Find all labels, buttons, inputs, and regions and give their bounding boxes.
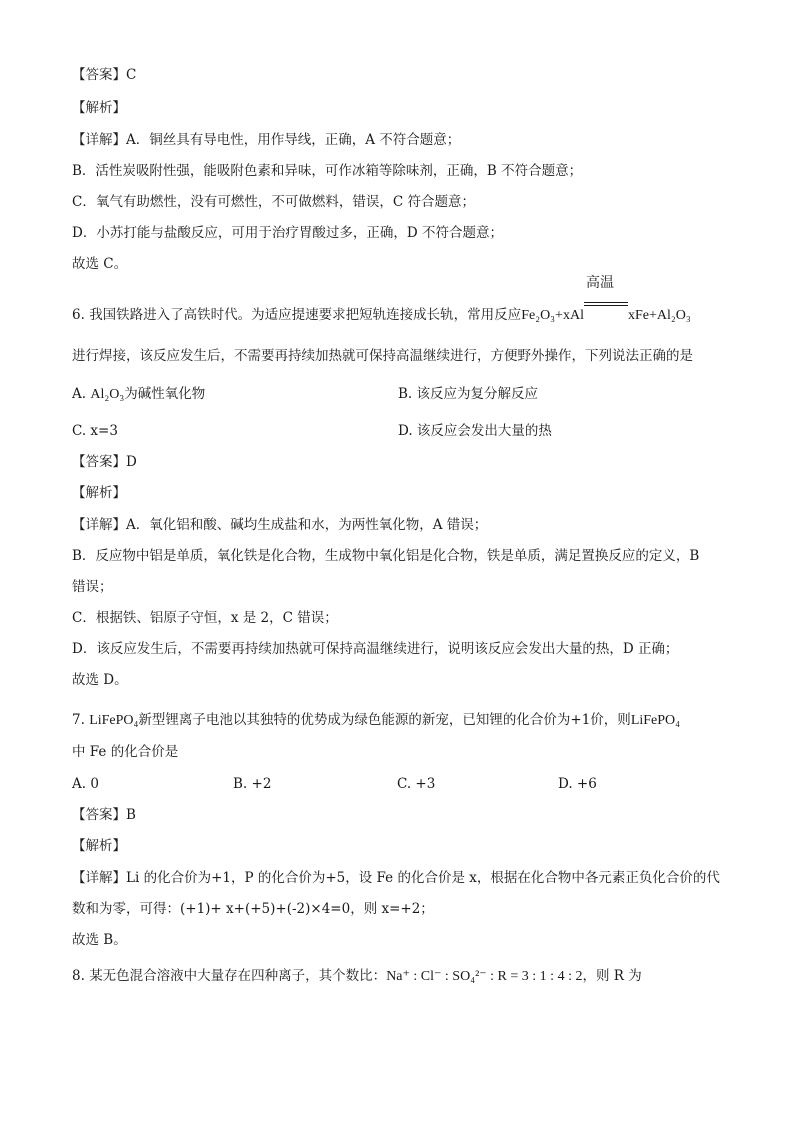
q5-detail-d: D．小苏打能与盐酸反应，可用于治疗胃酸过多，正确，D 不符合题意；: [72, 225, 503, 241]
q5-detail-c: C．氧气有助燃性，没有可燃性，不可做燃料，错误，C 符合题意；: [72, 194, 475, 210]
q6-option-a-formula: Al₂O₃: [90, 387, 125, 402]
q6-equation-lhs: Fe₂O₃+xAl: [521, 308, 584, 323]
q6-option-b: B. 该反应为复分解反应: [398, 386, 539, 402]
q7-detail-line2: 数和为零，可得：(+1)+ x+(+5)+(-2)×4=0，则 x=+2；: [72, 901, 434, 917]
q6-option-d: D. 该反应会发出大量的热: [398, 423, 552, 439]
q5-detail-a: 【详解】A．铜丝具有导电性，用作导线，正确，A 不符合题意；: [72, 132, 461, 148]
q6-number: 6.: [72, 307, 85, 323]
q8-stem-end: ，则 R 为: [582, 968, 642, 984]
q7-formula-2: LiFePO₄: [630, 713, 681, 728]
q6-analysis-label: 【解析】: [72, 485, 126, 501]
q8-number: 8.: [72, 968, 85, 984]
q6-stem-line2: 进行焊接，该反应发生后，不需要再持续加热就可保持高温继续进行，方便野外操作，下列说法正确的是: [72, 348, 693, 364]
q6-detail-b-line2: 错误；: [72, 579, 113, 595]
q5-analysis-label: 【解析】: [72, 100, 126, 116]
q6-stem-prefix: 我国铁路进入了高铁时代。为适应提速要求把短轨连接成长轨，常用反应: [89, 307, 522, 323]
q6-reaction-arrow: [584, 275, 628, 319]
q7-stem-line1: [72, 710, 680, 731]
q8-stem-text: 某无色混合溶液中大量存在四种离子，其个数比：: [89, 968, 387, 984]
q6-conclusion: 故选 D。: [72, 672, 128, 688]
q7-option-c: C. +3: [397, 776, 436, 792]
q7-number: 7.: [72, 712, 85, 728]
q6-detail-a: 【详解】A．氧化铝和酸、碱均生成盐和水，为两性氧化物，A 错误；: [72, 517, 488, 533]
q7-answer: 【答案】B: [72, 807, 136, 823]
q6-stem-line1: [72, 275, 691, 326]
q6-option-a: [72, 384, 205, 405]
q6-detail-b-line1: B．反应物中铝是单质，氧化铁是化合物，生成物中氧化铝是化合物，铁是单质，满足置换反应的定义，B: [72, 548, 700, 564]
q6-equation-rhs: xFe+Al₂O₃: [627, 308, 691, 323]
q7-option-d: D. +6: [558, 776, 597, 792]
q5-detail-b: B．活性炭吸附性强，能吸附色素和异味，可作冰箱等除味剂，正确，B 不符合题意；: [72, 163, 583, 179]
q7-stem-line2: 中 Fe 的化合价是: [72, 744, 179, 760]
q7-option-b: B. +2: [233, 776, 272, 792]
q6-detail-c: C．根据铁、铝原子守恒，x 是 2，C 错误；: [72, 610, 338, 626]
q8-ion-ratio: Na⁺ : Cl⁻ : SO₄²⁻ : R = 3 : 1 : 4 : 2: [386, 969, 583, 984]
q7-conclusion: 故选 B。: [72, 932, 127, 948]
q5-answer: 【答案】C: [72, 67, 137, 83]
q7-detail-line1: 【详解】Li 的化合价为+1，P 的化合价为+5，设 Fe 的化合价是 x，根据在化合物中各元素正负化合价的代: [72, 870, 720, 886]
q7-formula: LiFePO₄: [89, 713, 139, 728]
q5-conclusion: 故选 C。: [72, 256, 128, 272]
q7-stem-mid: 新型锂离子电池以其独特的优势成为绿色能源的新宠，已知锂的化合价为+1价，则: [138, 712, 631, 728]
q6-option-c: C. x=3: [72, 423, 118, 439]
q7-analysis-label: 【解析】: [72, 838, 126, 854]
q6-answer: 【答案】D: [72, 454, 137, 470]
q6-option-a-label: A.: [72, 386, 87, 402]
q6-option-a-text: 为碱性氧化物: [124, 386, 206, 402]
q6-detail-d: D．该反应发生后，不需要再持续加热就可保持高温继续进行，说明该反应会发出大量的热，D 正确；: [72, 641, 679, 657]
q6-reaction-condition: 高温: [585, 275, 614, 291]
q7-option-a: A. 0: [72, 776, 99, 792]
q8-stem: [72, 966, 642, 987]
